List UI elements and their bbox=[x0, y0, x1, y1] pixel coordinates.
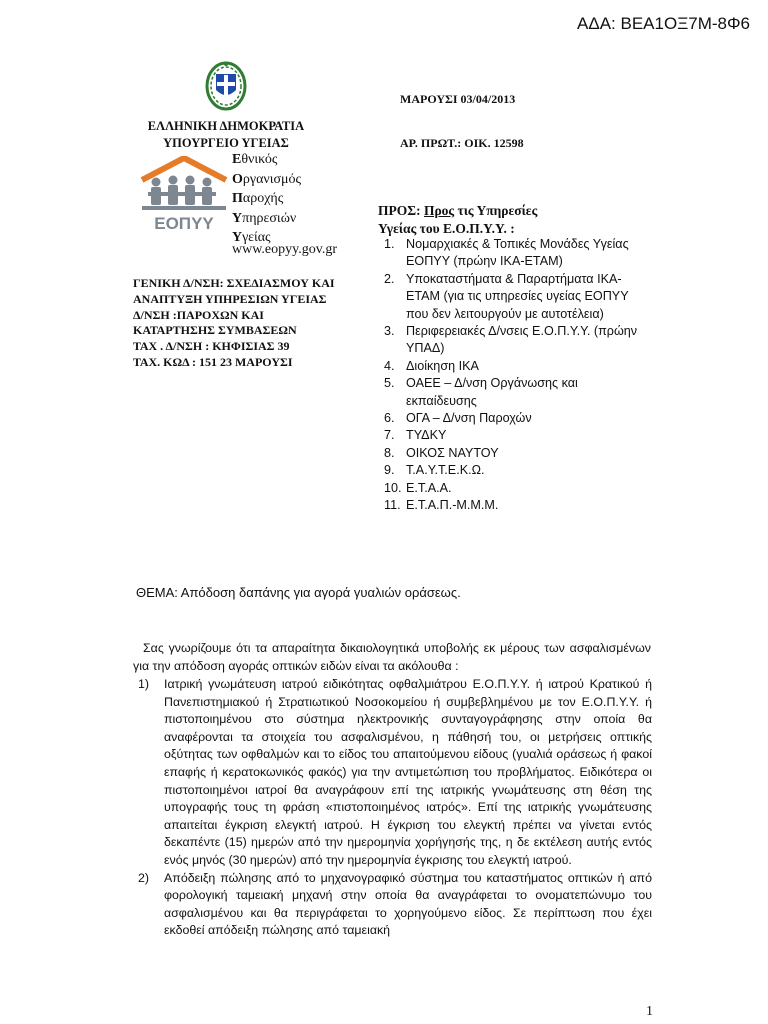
recipient-number: 4. bbox=[384, 358, 395, 373]
recipient-number: 6. bbox=[384, 411, 395, 426]
organization-name-line bbox=[232, 209, 301, 229]
recipient-item bbox=[384, 358, 644, 375]
ada-code: ΑΔΑ: ΒΕΑ1ΟΞ7Μ-8Φ6 bbox=[577, 14, 750, 33]
organization-initial: Ο bbox=[232, 171, 243, 187]
recipient-number: 3. bbox=[384, 324, 395, 339]
department-info bbox=[133, 276, 335, 371]
department-line: ΓΕΝΙΚΗ Δ/ΝΣΗ: ΣΧΕΔΙΑΣΜΟΥ ΚΑΙ bbox=[133, 276, 335, 290]
recipient-item bbox=[384, 271, 644, 323]
intro-paragraph: Σας γνωρίζουμε ότι τα απαραίτητα δικαιολογητικά υποβολής εκ μέρους των ασφαλισμένων για την απόδοση αγοράς οπτικών ειδών είναι τα ακόλουθα : bbox=[133, 641, 651, 673]
eopyy-logo-icon bbox=[140, 156, 228, 232]
recipient-item bbox=[384, 236, 644, 271]
department-line: ΤΑΧ. ΚΩΔ : 151 23 ΜΑΡΟΥΣΙ bbox=[133, 354, 293, 369]
organization-initial: Π bbox=[232, 191, 243, 206]
recipient-number: 1. bbox=[384, 237, 395, 251]
organization-initial: Ε bbox=[232, 152, 242, 167]
pros-underlined: Προς bbox=[423, 203, 455, 218]
recipient-text: Υποκαταστήματα & Παραρτήματα ΙΚΑ-ΕΤΑΜ (για τις υπηρεσίες υγείας ΕΟΠΥΥ που δεν λειτουργούν με αυτοτέλεια) bbox=[406, 271, 629, 321]
recipient-text: Νομαρχιακές & Τοπικές Μονάδες Υγείας ΕΟΠΥΥ (πρώην ΙΚΑ-ΕΤΑΜ) bbox=[406, 237, 629, 269]
recipient-text: ΤΥΔΚΥ bbox=[406, 428, 447, 443]
recipient-number: 8. bbox=[384, 445, 395, 460]
requirement-number: 1) bbox=[138, 677, 150, 691]
recipient-text: Ε.Τ.Α.Α. bbox=[406, 480, 452, 495]
recipients-list bbox=[384, 236, 644, 515]
organization-word-rest: θνικός bbox=[241, 152, 278, 167]
recipient-item bbox=[384, 445, 644, 462]
recipient-number: 9. bbox=[384, 463, 395, 478]
recipient-number: 7. bbox=[384, 428, 395, 443]
recipient-text: Διοίκηση ΙΚΑ bbox=[406, 358, 479, 373]
subject-line: ΘΕΜΑ: Απόδοση δαπάνης για αγορά γυαλιών οράσεως. bbox=[136, 585, 461, 600]
protocol-number: ΑΡ. ΠΡΩΤ.: ΟΙΚ. 12598 bbox=[400, 136, 524, 150]
requirement-text: Απόδειξη πώλησης από το μηχανογραφικό σύστημα του καταστήματος οπτικών ή από φορολογική ταμειακή μηχανή στην οποία θα αναγράφεται το ονοματεπώνυμο του ασφαλισμένου και θα περιγράφεται το χορηγούμενο είδος. Σε περίπτωση που έχει εκδοθεί απόδειξη πώλησης από ταμειακή bbox=[164, 870, 652, 938]
organization-word-rest: γείας bbox=[242, 230, 271, 245]
organization-initial: Υ bbox=[232, 230, 243, 245]
organization-name-line bbox=[232, 150, 301, 170]
requirement-number: 2) bbox=[138, 870, 150, 885]
recipient-item bbox=[384, 323, 644, 358]
recipient-text: Ε.Τ.Α.Π.-Μ.Μ.Μ. bbox=[406, 498, 499, 513]
recipient-item bbox=[384, 497, 644, 514]
organization-name-line bbox=[232, 189, 301, 209]
recipient-text: ΟΓΑ – Δ/νση Παροχών bbox=[406, 411, 532, 426]
requirement-text: Ιατρική γνωμάτευση ιατρού ειδικότητας οφθαλμιάτρου Ε.Ο.Π.Υ.Υ. ή ιατρού Κρατικού ή Πανεπιστημιακού ή Στρατιωτικού Νοσοκομείου ή συμβεβλημένου με τον Ε.Ο.Π.Υ.Υ. ή πιστοποιημένου στο σύστημα ηλεκτρονικής συνταγογράφησης στην οποία θα αναφέρονται τα στοιχεία του ασφαλισμένου, η πάθησή του, οι μετρήσεις οπτικής οξύτητας των οφθαλμών και το είδος του απαιτούμενου είδους (γυαλιά οράσεως ή φακοί επαφής ή κερατοκωνικός φακός) για την αντιμετώπιση του προβλήματος. Ειδικότερα οι πιστοποιημένοι ιατροί θα αναγράφουν επί της ιατρικής γνωμάτευσης στη θέση της υπογραφής τους τη φράση «πιστοποιημένος ιατρός». Επί της ιατρικής γνωμάτευσης απαιτείται έγκριση ελεγκτή ιατρού. Η έγκριση του ελεγκτή πρέπει να γίνεται εντός δεκαπέντε (15) ημερών από την ημερομηνία χορήγησής της, η δε εκτέλεση αυτής εντός ενός μηνός (30 ημερών) από την ημερομηνία έγκρισης του ελεγκτή ιατρού. bbox=[164, 677, 652, 867]
organization-word-rest: ργανισμός bbox=[242, 171, 302, 187]
website-url: www.eopyy.gov.gr bbox=[232, 242, 337, 257]
recipient-number: 2. bbox=[384, 271, 395, 286]
department-line: ΚΑΤΑΡΤΗΣΗΣ ΣΥΜΒΑΣΕΩΝ bbox=[133, 323, 297, 338]
pros-line2: Υγείας του Ε.Ο.Π.Υ.Υ. : bbox=[378, 221, 515, 236]
requirements-list bbox=[138, 676, 652, 940]
organization-name-line bbox=[232, 170, 301, 190]
recipient-item bbox=[384, 427, 644, 444]
department-line: ΤΑΧ . Δ/ΝΣΗ : ΚΗΦΙΣΙΑΣ 39 bbox=[133, 339, 290, 354]
recipient-text: ΟΙΚΟΣ ΝΑΥΤΟΥ bbox=[406, 445, 499, 460]
logo-text: ΕΟΠΥΥ bbox=[154, 214, 214, 232]
organization-word-rest: αροχής bbox=[242, 191, 284, 206]
department-line: ΑΝΑΠΤΥΞΗ ΥΠΗΡΕΣΙΩΝ ΥΓΕΙΑΣ bbox=[133, 291, 327, 306]
recipient-text: Περιφερειακές Δ/νσεις Ε.Ο.Π.Υ.Υ. (πρώην ΥΠΑΔ) bbox=[406, 324, 638, 356]
pros-rest: τις Υπηρεσίες bbox=[454, 203, 538, 218]
organization-word-rest: πηρεσιών bbox=[242, 210, 297, 226]
header-line2: ΥΠΟΥΡΓΕΙΟ ΥΓΕΙΑΣ bbox=[163, 136, 289, 150]
pros-label: ΠΡΟΣ: bbox=[378, 203, 424, 218]
recipient-text: Τ.Α.Υ.Τ.Ε.Κ.Ω. bbox=[406, 463, 485, 478]
header-line1: ΕΛΛΗΝΙΚΗ ΔΗΜΟΚΡΑΤΙΑ bbox=[147, 119, 305, 133]
greek-emblem-icon bbox=[204, 58, 248, 112]
requirement-item bbox=[138, 870, 652, 940]
recipient-item bbox=[384, 462, 644, 479]
organization-name bbox=[232, 150, 301, 248]
recipient-number: 10. bbox=[384, 480, 402, 495]
department-line: Δ/ΝΣΗ :ΠΑΡΟΧΩΝ ΚΑΙ bbox=[133, 307, 264, 322]
recipient-item bbox=[384, 480, 644, 497]
recipients-title bbox=[378, 202, 537, 238]
requirement-item bbox=[138, 676, 652, 870]
recipient-number: 11. bbox=[384, 498, 401, 513]
page-number: 1 bbox=[646, 1004, 653, 1019]
recipient-text: ΟΑΕΕ – Δ/νση Οργάνωσης και εκπαίδευσης bbox=[406, 376, 578, 408]
organization-initial: Υ bbox=[232, 210, 243, 226]
country-header bbox=[116, 118, 336, 152]
recipient-number: 5. bbox=[384, 376, 395, 391]
recipient-item bbox=[384, 375, 644, 410]
recipient-item bbox=[384, 410, 644, 427]
document-date: ΜΑΡΟΥΣΙ 03/04/2013 bbox=[400, 92, 516, 106]
